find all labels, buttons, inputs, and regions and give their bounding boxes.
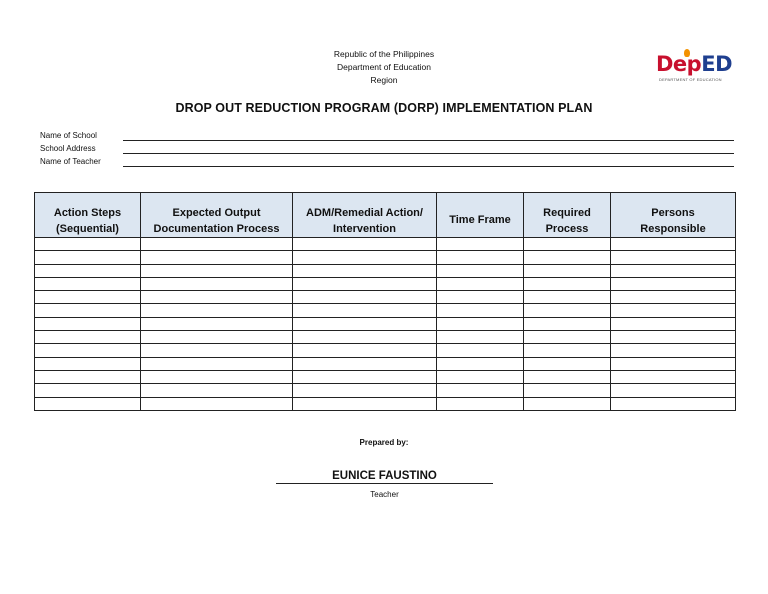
table-cell[interactable] [524, 357, 611, 370]
table-cell[interactable] [437, 344, 524, 357]
table-cell[interactable] [141, 344, 293, 357]
table-cell[interactable] [293, 291, 437, 304]
table-cell[interactable] [141, 291, 293, 304]
table-header-row [35, 193, 736, 238]
table-cell[interactable] [524, 277, 611, 290]
teacher-name-label: Name of Teacher [40, 157, 101, 166]
table-row [35, 397, 736, 410]
table-cell[interactable] [524, 370, 611, 383]
table-cell[interactable] [293, 331, 437, 344]
column-header-persons-responsible: Persons Responsible [611, 193, 736, 238]
table-cell[interactable] [611, 357, 736, 370]
table-row [35, 370, 736, 383]
table-cell[interactable] [611, 251, 736, 264]
table-cell[interactable] [437, 277, 524, 290]
table-cell[interactable] [293, 264, 437, 277]
signatory-role: Teacher [370, 490, 399, 499]
table-cell[interactable] [437, 291, 524, 304]
table-cell[interactable] [611, 344, 736, 357]
table-cell[interactable] [35, 264, 141, 277]
table-row [35, 304, 736, 317]
table-cell[interactable] [293, 317, 437, 330]
table-row [35, 317, 736, 330]
table-cell[interactable] [524, 317, 611, 330]
table-cell[interactable] [141, 397, 293, 410]
table-row [35, 251, 736, 264]
table-cell[interactable] [141, 317, 293, 330]
table-cell[interactable] [524, 384, 611, 397]
logo-subtitle: DEPARTMENT OF EDUCATION [659, 77, 722, 82]
info-row-school [40, 130, 734, 143]
column-header-expected-output: Expected Output Documentation Process [141, 193, 293, 238]
table-cell[interactable] [524, 331, 611, 344]
table-row [35, 357, 736, 370]
table-cell[interactable] [35, 344, 141, 357]
table-cell[interactable] [35, 291, 141, 304]
school-address-label: School Address [40, 144, 96, 153]
table-cell[interactable] [35, 357, 141, 370]
page-title: DROP OUT REDUCTION PROGRAM (DORP) IMPLEMENTATION PLAN [175, 101, 593, 115]
table-cell[interactable] [611, 277, 736, 290]
table-cell[interactable] [141, 264, 293, 277]
table-cell[interactable] [141, 304, 293, 317]
info-row-teacher [40, 156, 734, 169]
info-row-address [40, 143, 734, 156]
table-cell[interactable] [293, 238, 437, 251]
table-cell[interactable] [293, 344, 437, 357]
table-cell[interactable] [611, 331, 736, 344]
table-cell[interactable] [611, 264, 736, 277]
table-cell[interactable] [141, 357, 293, 370]
table-cell[interactable] [611, 238, 736, 251]
table-row [35, 264, 736, 277]
table-cell[interactable] [35, 397, 141, 410]
table-cell[interactable] [141, 277, 293, 290]
table-cell[interactable] [141, 384, 293, 397]
table-cell[interactable] [293, 251, 437, 264]
table-cell[interactable] [437, 264, 524, 277]
prepared-by-label: Prepared by: [359, 438, 409, 447]
column-header-action-steps: Action Steps (Sequential) [35, 193, 141, 238]
table-cell[interactable] [293, 277, 437, 290]
table-cell[interactable] [35, 304, 141, 317]
signatory-name: EUNICE FAUSTINO [276, 470, 493, 484]
table-cell[interactable] [141, 370, 293, 383]
info-fields [40, 130, 734, 169]
table-cell[interactable] [437, 384, 524, 397]
column-header-time-frame: Time Frame [437, 193, 524, 238]
table-cell[interactable] [611, 304, 736, 317]
letterhead-republic: Republic of the Philippines [333, 49, 435, 59]
table-cell[interactable] [611, 384, 736, 397]
table-row [35, 331, 736, 344]
logo-word-dep: Dep [656, 52, 702, 76]
logo-word-ed: ED [701, 52, 732, 76]
table-cell[interactable] [437, 331, 524, 344]
table-cell[interactable] [611, 317, 736, 330]
school-name-label: Name of School [40, 131, 97, 140]
table-cell[interactable] [35, 251, 141, 264]
table-cell[interactable] [524, 397, 611, 410]
table-row [35, 384, 736, 397]
logo-wordmark [656, 52, 732, 76]
table-cell[interactable] [293, 304, 437, 317]
table-cell[interactable] [524, 251, 611, 264]
table-cell[interactable] [35, 384, 141, 397]
table-cell[interactable] [524, 264, 611, 277]
school-name-field[interactable] [123, 140, 734, 141]
table-cell[interactable] [611, 370, 736, 383]
table-row [35, 344, 736, 357]
table-cell[interactable] [35, 370, 141, 383]
table-cell[interactable] [293, 397, 437, 410]
table-row [35, 291, 736, 304]
column-header-adm-remedial: ADM/Remedial Action/ Intervention [293, 193, 437, 238]
table-cell[interactable] [35, 277, 141, 290]
table-cell[interactable] [293, 357, 437, 370]
letterhead-region: Region [370, 75, 398, 85]
table-cell[interactable] [35, 238, 141, 251]
table-cell[interactable] [437, 304, 524, 317]
deped-logo [656, 52, 732, 86]
table-cell[interactable] [437, 317, 524, 330]
table-cell[interactable] [437, 370, 524, 383]
school-address-field[interactable] [123, 153, 734, 154]
teacher-name-field[interactable] [123, 166, 734, 167]
table-cell[interactable] [524, 304, 611, 317]
implementation-plan-table [34, 192, 736, 411]
letterhead [0, 48, 768, 87]
table-cell[interactable] [293, 370, 437, 383]
table-cell[interactable] [437, 397, 524, 410]
table-cell[interactable] [437, 251, 524, 264]
column-header-required-process: Required Process [524, 193, 611, 238]
table-cell[interactable] [437, 357, 524, 370]
table-cell[interactable] [611, 397, 736, 410]
table-cell[interactable] [35, 331, 141, 344]
table-cell[interactable] [35, 317, 141, 330]
table-cell[interactable] [293, 384, 437, 397]
table-row [35, 277, 736, 290]
table-cell[interactable] [141, 251, 293, 264]
table-cell[interactable] [524, 238, 611, 251]
table-cell[interactable] [437, 238, 524, 251]
table-cell[interactable] [524, 344, 611, 357]
table-cell[interactable] [524, 291, 611, 304]
table-cell[interactable] [141, 331, 293, 344]
table-body [35, 238, 736, 411]
table-row [35, 238, 736, 251]
table-cell[interactable] [611, 291, 736, 304]
letterhead-department: Department of Education [336, 62, 432, 72]
table-cell[interactable] [141, 238, 293, 251]
